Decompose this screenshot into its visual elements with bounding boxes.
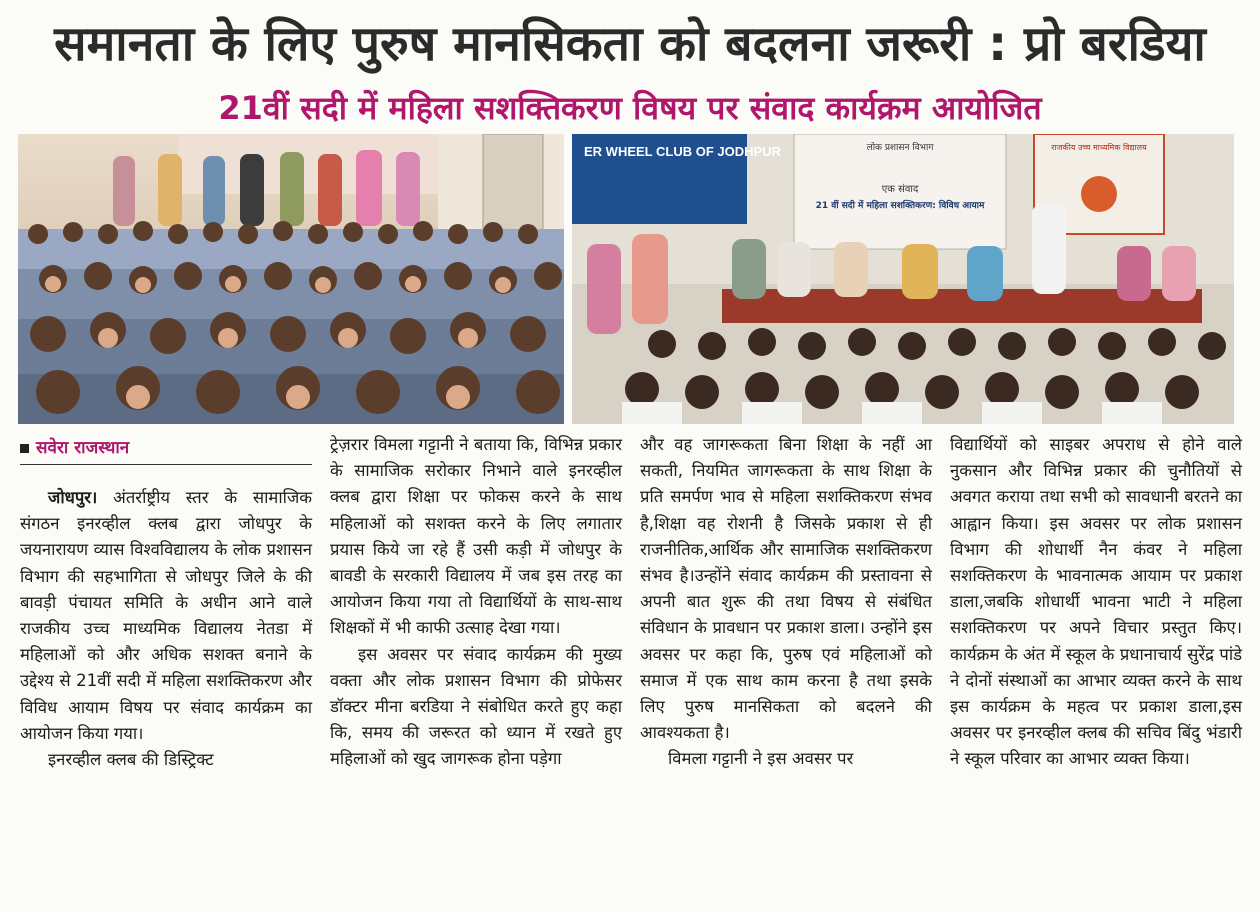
article-paragraph: ट्रेज़रार विमला गट्टानी ने बताया कि, विभिन्न प्रकार के सामाजिक सरोकार निभाने वाले इनरव्हील क्लब द्वारा शिक्षा पर फोकस करने के साथ महिलाओं को सशक्त करने के लिए लगातार प्रयास किये जा रहे हैं उसी कड़ी में जोधपुर के बावडी के सरकारी विद्यालय में जब इस तरह का आयोजन किया गया तो विद्यार्थियों के साथ-साथ शिक्षकों में भी काफी उत्साह देखा गया। bbox=[330, 435, 622, 638]
byline bbox=[20, 432, 312, 465]
photo-students-group bbox=[18, 134, 564, 424]
article-paragraph: और वह जागरूकता बिना शिक्षा के नहीं आ सकती, नियमित जागरूकता के साथ शिक्षा के प्रति समर्पण भाव से महिला सशक्तिकरण संभव है,शिक्षा वह रोशनी है जिसके प्रकाश से ही राजनीतिक,आर्थिक और सामाजिक सशक्तिकरण संभव है।उन्होंने संवाद कार्यक्रम की प्रस्तावना से अपनी बात शुरू की तथा विषय से संबंधित संविधान के प्रावधान पर प्रकाश डाला। उन्होंने इस अवसर पर कहा कि, पुरुष एवं महिलाओं को समाज में एक साथ काम करना है तथा इसके लिए पुरुष मानसिकता को बदलने की आवश्यकता है। bbox=[640, 435, 932, 743]
event-stage-photo-icon bbox=[572, 134, 1234, 424]
article-paragraph: इस अवसर पर संवाद कार्यक्रम की मुख्य वक्ता और लोक प्रशासन विभाग की प्रोफेसर डॉक्टर मीना बरडिया ने संबोधित करते हुए कहा कि, समय की जरूरत को ध्यान में रखते हुए महिलाओं को खुद जागरूक होना पड़ेगा bbox=[330, 644, 622, 769]
headline: समानता के लिए पुरुष मानसिकता को बदलना जरूरी : प्रो बरडिया bbox=[54, 16, 1206, 72]
banner-right-text: राजकीय उच्च माध्यमिक विद्यालय bbox=[1051, 143, 1147, 152]
byline-square-icon bbox=[20, 444, 29, 453]
article-column-2 bbox=[330, 432, 622, 773]
banner-center-line2: 21 वीं सदी में महिला सशक्तिकरण: विविध आयाम bbox=[815, 201, 985, 211]
article-paragraph: इनरव्हील क्लब की डिस्ट्रिक्ट bbox=[48, 750, 214, 770]
photo-event-stage bbox=[572, 134, 1234, 424]
byline-text: सवेरा राजस्थान bbox=[36, 437, 130, 458]
article-paragraph: विद्यार्थियों को साइबर अपराध से होने वाले नुकसान और विभिन्न प्रकार की चुनौतियों से अवगत कराया तथा सभी को सावधानी बरतने का आह्वान किया। इस अवसर पर लोक प्रशासन विभाग की शोधार्थी नैन कंवर ने महिला सशक्तिकरण के भावनात्मक आयाम पर प्रकाश डाला,जबकि शोधार्थी भावना भाटी ने महिला सशक्तिकरण पर अपने विचार प्रस्तुत किए। कार्यक्रम के अंत में स्कूल के प्रधानाचार्य सुरेंद्र पांडे ने दोनों संस्थाओं का आभार व्यक्त करने के साथ इस कार्यक्रम के महत्व पर प्रकाश डाला,इस अवसर पर इनरव्हील क्लब की सचिव बिंदु भंडारी ने स्कूल परिवार का आभार व्यक्त किया। bbox=[950, 435, 1242, 769]
students-photo-icon bbox=[18, 134, 564, 424]
banner-center-line1: लोक प्रशासन विभाग bbox=[866, 143, 934, 153]
article-column-1 bbox=[20, 432, 312, 773]
banner-center-small: एक संवाद bbox=[881, 184, 919, 195]
article-paragraph bbox=[20, 485, 312, 747]
banner-left-text: ER WHEEL CLUB OF JODHPUR bbox=[584, 144, 781, 159]
dateline: जोधपुर। bbox=[48, 488, 98, 507]
subheadline: 21वीं सदी में महिला सशक्तिकरण विषय पर संवाद कार्यक्रम आयोजित bbox=[218, 89, 1042, 127]
article-column-4 bbox=[950, 432, 1242, 773]
paragraph-text: अंतर्राष्ट्रीय स्तर के सामाजिक संगठन इनरव्हील क्लब द्वारा जोधपुर के जयनारायण व्यास विश्वविद्यालय के लोक प्रशासन विभाग की सहभागिता से जोधपुर जिले के की बावड़ी पंचायत समिति के अधीन आने वाले राजकीय उच्च माध्यमिक विद्यालय नेतडा में महिलाओं को और अधिक सशक्त बनाने के उद्देश्य से 21वीं सदी में महिला सशक्तिकरण और विविध आयाम विषय पर संवाद कार्यक्रम का आयोजन किया गया। bbox=[20, 488, 312, 743]
article-paragraph: विमला गट्टानी ने इस अवसर पर bbox=[668, 749, 854, 769]
article-column-3 bbox=[640, 432, 932, 773]
